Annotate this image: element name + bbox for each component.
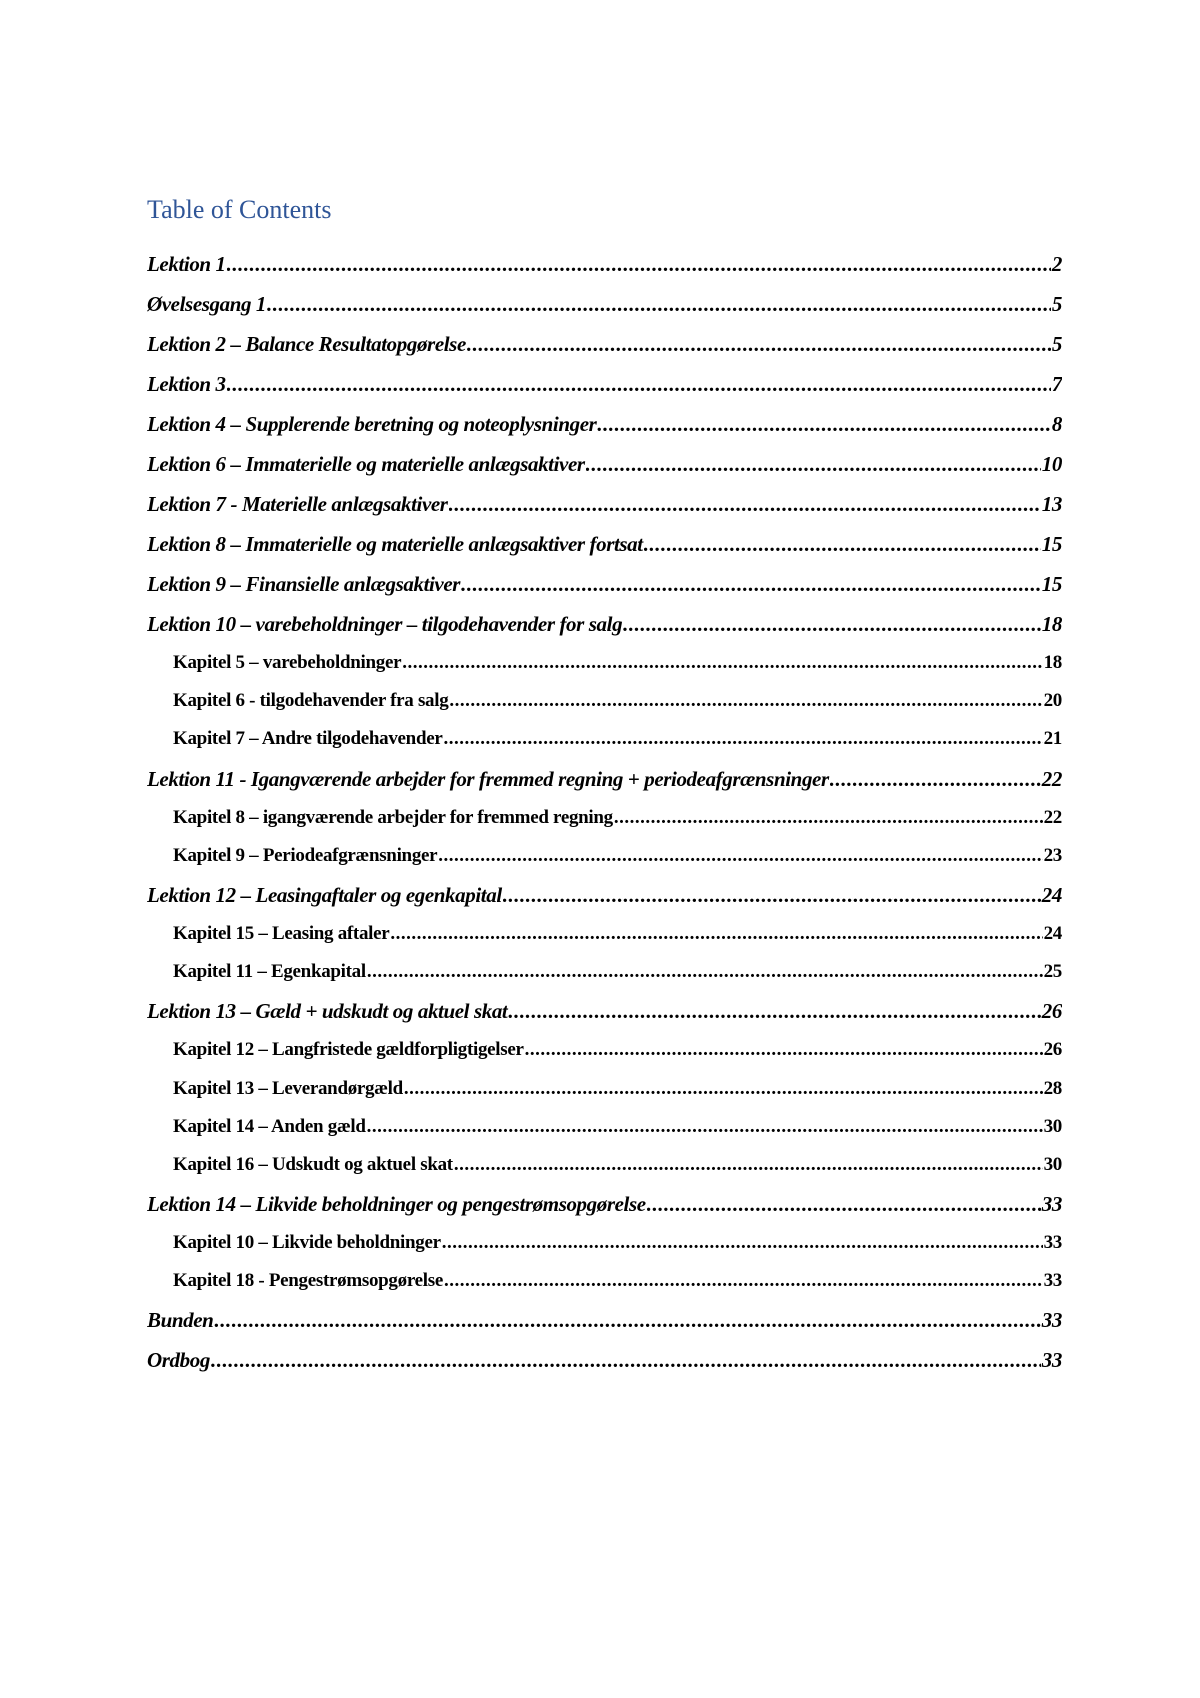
toc-entry-chapter[interactable]: [147, 923, 1062, 961]
toc-entry-title: Lektion 3: [147, 372, 226, 396]
toc-entry-lesson[interactable]: [147, 999, 1062, 1039]
toc-entry-title: Lektion 10 – varebeholdninger – tilgodehavender for salg: [147, 612, 623, 636]
toc-entry-chapter[interactable]: [147, 1232, 1062, 1270]
toc-entry-title: Lektion 2 – Balance Resultatopgørelse: [147, 332, 466, 356]
toc-entry-lesson[interactable]: [147, 532, 1062, 572]
toc-page-number: 24: [1041, 882, 1062, 907]
toc-entry-title: Kapitel 5 – varebeholdninger: [173, 652, 402, 673]
toc-entry-chapter[interactable]: [147, 690, 1062, 728]
toc-page-number: 5: [1051, 292, 1062, 316]
toc-dot-leader: [503, 883, 1041, 908]
toc-page-number: 33: [1041, 1192, 1062, 1217]
toc-entry-title: Lektion 14 – Likvide beholdninger og pengestrømsopgørelse: [147, 1192, 646, 1217]
toc-entry-title: Kapitel 10 – Likvide beholdninger: [173, 1232, 441, 1254]
toc-page-number: 33: [1043, 1270, 1062, 1292]
toc-entry-chapter[interactable]: [147, 1039, 1062, 1077]
toc-dot-leader: [227, 372, 1051, 397]
toc-entry-title: Kapitel 16 – Udskudt og aktuel skat: [173, 1153, 453, 1175]
toc-page-number: 15: [1041, 572, 1062, 596]
toc-entry-title: Lektion 12 – Leasingaftaler og egenkapital: [147, 882, 502, 907]
toc-entry-title: Lektion 4 – Supplerende beretning og noteoplysninger: [147, 412, 597, 436]
toc-page-number: 33: [1041, 1348, 1062, 1373]
toc-page-number: 28: [1043, 1077, 1062, 1099]
toc-entry-title: Kapitel 18 - Pengestrømsopgørelse: [173, 1270, 443, 1292]
toc-entry-chapter[interactable]: [147, 652, 1062, 690]
toc-entry-lesson[interactable]: [147, 292, 1062, 332]
toc-dot-leader: [367, 1116, 1043, 1138]
toc-dot-leader: [830, 767, 1041, 792]
toc-entry-title: Lektion 7 - Materielle anlægsaktiver: [147, 492, 448, 516]
toc-page-number: 30: [1043, 1115, 1062, 1137]
toc-dot-leader: [438, 845, 1042, 867]
toc-dot-leader: [597, 412, 1050, 437]
toc-dot-leader: [508, 999, 1040, 1024]
toc-entry-title: Lektion 8 – Immaterielle og materielle anlægsaktiver fortsat: [147, 532, 643, 556]
toc-entry-lesson[interactable]: [147, 1348, 1062, 1388]
toc-page-number: 22: [1043, 806, 1062, 828]
toc-entry-chapter[interactable]: [147, 845, 1062, 883]
toc-dot-leader: [443, 728, 1042, 750]
toc-entry-lesson[interactable]: [147, 332, 1062, 372]
toc-dot-leader: [449, 492, 1041, 517]
toc-page-number: 13: [1041, 492, 1062, 516]
toc-page-number: 22: [1041, 766, 1062, 791]
toc-entry-lesson[interactable]: [147, 883, 1062, 923]
toc-page-number: 33: [1043, 1232, 1062, 1254]
toc-entry-chapter[interactable]: [147, 728, 1062, 766]
toc-page-number: 25: [1043, 961, 1062, 983]
toc-entry-title: Øvelsesgang 1: [147, 292, 267, 316]
toc-entry-lesson[interactable]: [147, 372, 1062, 412]
toc-list: [147, 252, 1062, 1388]
toc-dot-leader: [467, 332, 1051, 357]
toc-page-number: 10: [1041, 452, 1062, 476]
toc-entry-title: Kapitel 8 – igangværende arbejder for fremmed regning: [173, 806, 613, 828]
toc-entry-lesson[interactable]: [147, 1308, 1062, 1348]
toc-entry-title: Kapitel 14 – Anden gæld: [173, 1115, 366, 1137]
toc-page-number: 30: [1043, 1153, 1062, 1175]
toc-entry-lesson[interactable]: [147, 452, 1062, 492]
toc-page-number: 24: [1043, 922, 1062, 944]
toc-entry-title: Kapitel 7 – Andre tilgodehavender: [173, 728, 443, 750]
toc-entry-title: Kapitel 13 – Leverandørgæld: [173, 1077, 403, 1099]
toc-entry-title: Kapitel 9 – Periodeafgrænsninger: [173, 844, 438, 866]
toc-page-number: 21: [1043, 728, 1062, 750]
toc-dot-leader: [442, 1232, 1043, 1254]
toc-page-number: 8: [1051, 412, 1062, 436]
toc-dot-leader: [647, 1192, 1041, 1217]
toc-dot-leader: [644, 532, 1041, 557]
toc-page-number: 33: [1041, 1308, 1062, 1333]
toc-entry-lesson[interactable]: [147, 572, 1062, 612]
toc-dot-leader: [444, 1270, 1043, 1292]
toc-dot-leader: [227, 252, 1051, 277]
toc-entry-lesson[interactable]: [147, 1192, 1062, 1232]
toc-page-number: 7: [1051, 372, 1062, 396]
toc-entry-lesson[interactable]: [147, 492, 1062, 532]
toc-entry-title: Kapitel 6 - tilgodehavender fra salg: [173, 690, 449, 712]
toc-heading: Table of Contents: [147, 195, 332, 224]
toc-page-number: 26: [1041, 999, 1062, 1024]
toc-entry-title: Lektion 1: [147, 252, 226, 276]
toc-entry-title: Lektion 13 – Gæld + udskudt og aktuel skat: [147, 999, 508, 1024]
toc-entry-title: Kapitel 12 – Langfristede gældforpligtigelser: [173, 1039, 524, 1061]
toc-entry-title: Kapitel 15 – Leasing aftaler: [173, 922, 390, 944]
toc-entry-lesson[interactable]: [147, 767, 1062, 807]
toc-entry-title: Lektion 11 - Igangværende arbejder for fremmed regning + periodeafgrænsninger: [147, 766, 829, 791]
toc-page-number: 18: [1043, 652, 1062, 673]
toc-page-number: 15: [1041, 532, 1062, 556]
toc-dot-leader: [214, 1308, 1040, 1333]
toc-dot-leader: [267, 292, 1051, 317]
toc-page-number: 20: [1043, 690, 1062, 712]
toc-dot-leader: [525, 1039, 1043, 1061]
toc-entry-lesson[interactable]: [147, 252, 1062, 292]
toc-dot-leader: [402, 652, 1042, 674]
toc-dot-leader: [586, 452, 1041, 477]
toc-dot-leader: [404, 1078, 1043, 1100]
toc-entry-chapter[interactable]: [147, 1270, 1062, 1308]
toc-page-number: 26: [1043, 1039, 1062, 1061]
toc-dot-leader: [390, 923, 1042, 945]
toc-page-number: 2: [1051, 252, 1062, 276]
toc-entry-title: Ordbog: [147, 1348, 210, 1373]
toc-page-number: 23: [1043, 844, 1062, 866]
toc-entry-lesson[interactable]: [147, 412, 1062, 452]
toc-entry-chapter[interactable]: [147, 807, 1062, 845]
toc-dot-leader: [449, 690, 1042, 712]
toc-dot-leader: [211, 1348, 1041, 1373]
toc-dot-leader: [461, 572, 1041, 597]
toc-dot-leader: [454, 1154, 1043, 1176]
toc-entry-title: Kapitel 11 – Egenkapital: [173, 961, 366, 983]
toc-entry-chapter[interactable]: [147, 1116, 1062, 1154]
toc-entry-title: Bunden: [147, 1308, 214, 1333]
toc-dot-leader: [614, 807, 1043, 829]
toc-entry-title: Lektion 6 – Immaterielle og materielle anlægsaktiver: [147, 452, 585, 476]
toc-dot-leader: [367, 961, 1043, 983]
toc-page-number: 18: [1041, 612, 1062, 636]
toc-entry-lesson[interactable]: [147, 612, 1062, 652]
toc-entry-chapter[interactable]: [147, 1154, 1062, 1192]
toc-page-number: 5: [1051, 332, 1062, 356]
toc-entry-chapter[interactable]: [147, 1078, 1062, 1116]
toc-entry-chapter[interactable]: [147, 961, 1062, 999]
toc-entry-title: Lektion 9 – Finansielle anlægsaktiver: [147, 572, 461, 596]
toc-dot-leader: [623, 612, 1041, 637]
